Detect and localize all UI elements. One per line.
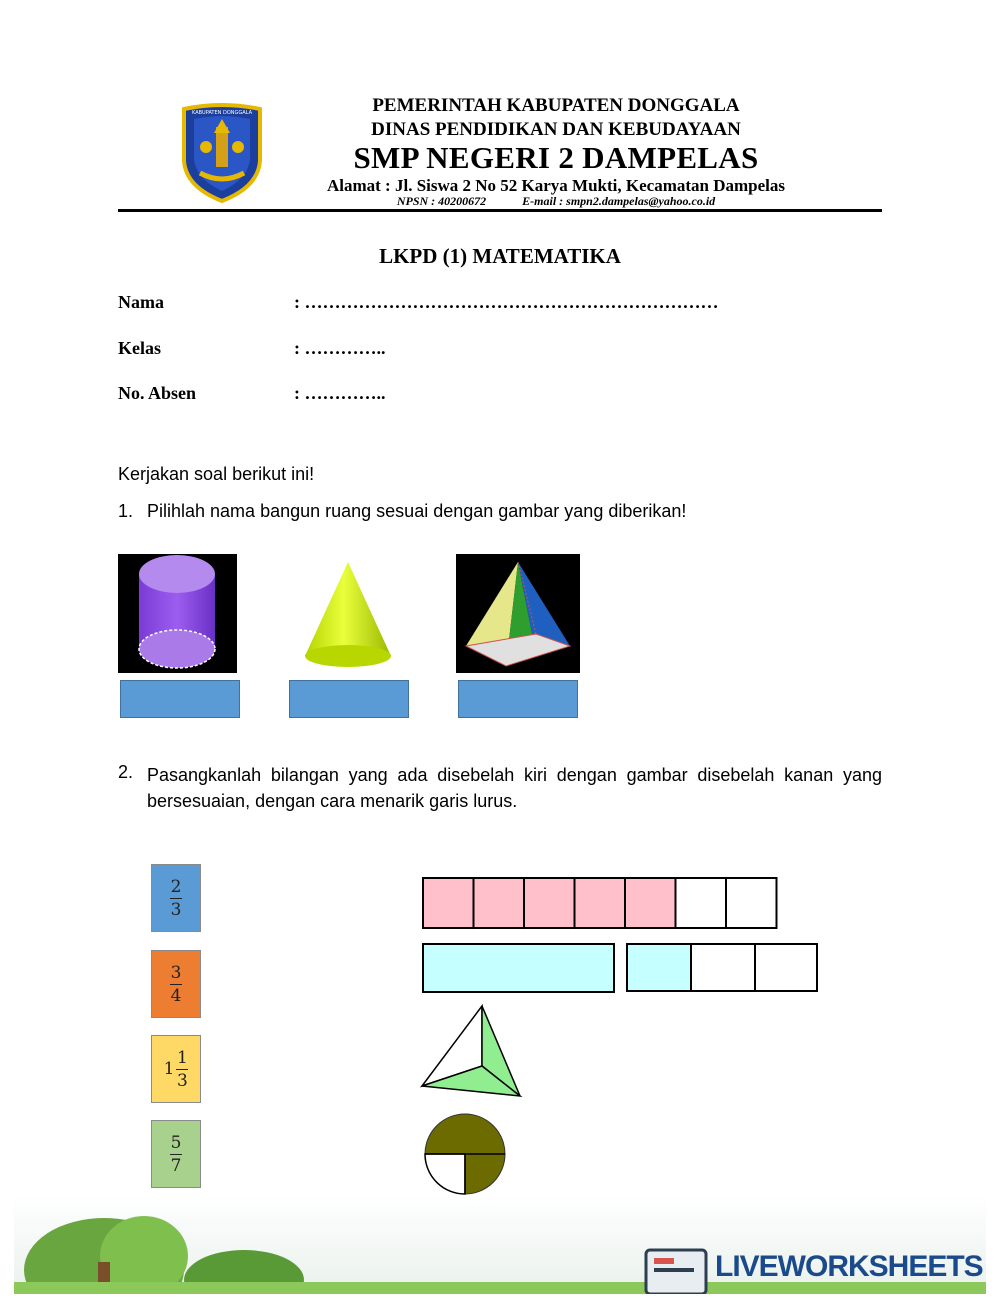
header-address: Alamat : Jl. Siswa 2 No 52 Karya Mukti, Kecamatan Dampelas <box>326 176 786 195</box>
frac-den: 4 <box>170 985 182 1006</box>
field-label-nama: Nama <box>118 292 164 312</box>
book-icon <box>640 1238 712 1294</box>
header-npsn: NPSN : 40200672 <box>396 194 487 208</box>
header-school-name: SMP NEGERI 2 DAMPELAS <box>353 140 759 175</box>
field-value-nama[interactable]: : …………………………………………………………… <box>294 292 719 312</box>
frac-num: 5 <box>170 1132 182 1153</box>
header-email: E-mail : smpn2.dampelas@yahoo.co.id <box>522 194 716 208</box>
logo-text: KABUPATEN DONGGALA <box>192 110 252 116</box>
fraction-card-5-7[interactable] <box>151 1120 201 1188</box>
shape-circle-quarters[interactable] <box>422 1112 508 1201</box>
cone-image <box>295 560 395 670</box>
shape-triangle-thirds[interactable] <box>420 1004 524 1105</box>
frac-den: 3 <box>170 899 182 920</box>
pyramid-image <box>456 554 580 673</box>
frac-den: 3 <box>176 1070 188 1091</box>
fraction-card-3-4[interactable] <box>151 950 201 1018</box>
cylinder-image <box>118 554 237 673</box>
field-value-absen[interactable]: : ………….. <box>294 383 386 403</box>
answer-box-cylinder[interactable] <box>120 680 240 718</box>
frac-num: 3 <box>170 962 182 983</box>
shape-sevenths-bar[interactable] <box>421 876 779 935</box>
liveworksheets-logo: LIVEWORKSHEETS <box>715 1250 983 1283</box>
field-label-absen: No. Absen <box>118 383 197 403</box>
header-government: PEMERINTAH KABUPATEN DONGGALA <box>372 95 740 116</box>
header-contact <box>0 194 1000 209</box>
q2-number: 2. <box>118 762 134 782</box>
field-value-kelas[interactable]: : ………….. <box>294 338 386 358</box>
field-label-kelas: Kelas <box>118 338 161 358</box>
answer-box-cone[interactable] <box>289 680 409 718</box>
frac-num: 2 <box>170 876 182 897</box>
header-department: DINAS PENDIDIKAN DAN KEBUDAYAAN <box>371 119 741 140</box>
header-divider <box>118 209 882 212</box>
frac-den: 7 <box>170 1155 182 1176</box>
fraction-card-1-1-3[interactable] <box>151 1035 201 1103</box>
document-title: LKPD (1) MATEMATIKA <box>379 244 621 268</box>
answer-box-pyramid[interactable] <box>458 680 578 718</box>
q1-text: Pilihlah nama bangun ruang sesuai dengan gambar yang diberikan! <box>147 501 687 521</box>
q1-number: 1. <box>118 501 134 521</box>
frac-num: 1 <box>176 1047 188 1068</box>
fraction-card-2-3[interactable] <box>151 864 201 932</box>
instruction-text: Kerjakan soal berikut ini! <box>118 464 315 484</box>
q2-text: Pasangkanlah bilangan yang ada disebelah kiri dengan gambar disebelah kanan yang bersesuaian, dengan cara menarik garis lurus. <box>147 765 882 811</box>
shape-one-and-third-bars[interactable] <box>421 942 821 999</box>
frac-whole: 1 <box>163 1059 175 1079</box>
